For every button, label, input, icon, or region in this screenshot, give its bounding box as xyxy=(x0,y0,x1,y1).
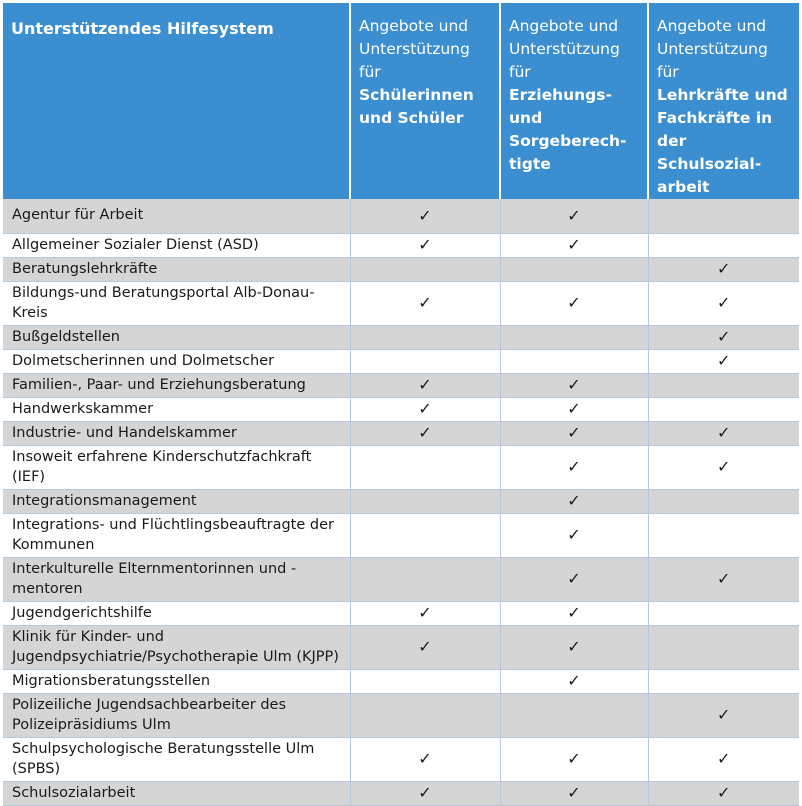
table-row xyxy=(3,781,799,805)
teachers-check-icon xyxy=(648,625,799,669)
support-service-name: Bildungs-und Beratungsportal Alb-Donau-Kreis xyxy=(3,281,350,325)
students-check-icon: ✓ xyxy=(350,601,500,625)
students-check-icon xyxy=(350,325,500,349)
header-target: Lehrkräfte und Fachkräfte in der Schulsozial-arbeit xyxy=(657,86,788,196)
teachers-check-icon: ✓ xyxy=(648,737,799,781)
parents-check-icon: ✓ xyxy=(500,199,648,233)
teachers-check-icon xyxy=(648,397,799,421)
header-target: Erziehungs- und Sorgeberech-tigte xyxy=(509,86,627,173)
support-service-name: Agentur für Arbeit xyxy=(3,199,350,233)
support-system-table xyxy=(3,3,799,806)
header-lead: Angebote und Unterstützung für xyxy=(657,17,768,81)
support-service-name: Interkulturelle Elternmentorinnen und -mentoren xyxy=(3,557,350,601)
parents-check-icon: ✓ xyxy=(500,737,648,781)
parents-check-icon: ✓ xyxy=(500,233,648,257)
students-check-icon xyxy=(350,693,500,737)
support-service-name: Beratungslehrkräfte xyxy=(3,257,350,281)
students-check-icon: ✓ xyxy=(350,625,500,669)
support-service-name: Insoweit erfahrene Kinderschutzfachkraft (IEF) xyxy=(3,445,350,489)
parents-check-icon: ✓ xyxy=(500,601,648,625)
students-check-icon: ✓ xyxy=(350,281,500,325)
header-parents xyxy=(500,3,648,199)
parents-check-icon: ✓ xyxy=(500,557,648,601)
parents-check-icon: ✓ xyxy=(500,489,648,513)
students-check-icon: ✓ xyxy=(350,781,500,805)
table-row xyxy=(3,445,799,489)
table-body xyxy=(3,199,799,805)
support-service-name: Migrationsberatungsstellen xyxy=(3,669,350,693)
table-row xyxy=(3,233,799,257)
parents-check-icon xyxy=(500,693,648,737)
header-teachers xyxy=(648,3,799,199)
support-service-name: Klinik für Kinder- und Jugendpsychiatrie/Psychotherapie Ulm (KJPP) xyxy=(3,625,350,669)
table-row xyxy=(3,421,799,445)
table-row xyxy=(3,601,799,625)
parents-check-icon: ✓ xyxy=(500,781,648,805)
teachers-check-icon xyxy=(648,199,799,233)
table-header xyxy=(3,3,799,199)
table-row xyxy=(3,349,799,373)
teachers-check-icon: ✓ xyxy=(648,349,799,373)
students-check-icon xyxy=(350,557,500,601)
teachers-check-icon xyxy=(648,669,799,693)
table-row xyxy=(3,199,799,233)
table-row xyxy=(3,489,799,513)
table-row xyxy=(3,557,799,601)
table-row xyxy=(3,669,799,693)
support-service-name: Polizeiliche Jugendsachbearbeiter des Polizeipräsidiums Ulm xyxy=(3,693,350,737)
students-check-icon: ✓ xyxy=(350,373,500,397)
header-support-system xyxy=(3,3,350,199)
parents-check-icon: ✓ xyxy=(500,625,648,669)
parents-check-icon: ✓ xyxy=(500,445,648,489)
support-service-name: Jugendgerichtshilfe xyxy=(3,601,350,625)
students-check-icon xyxy=(350,489,500,513)
support-service-name: Schulsozialarbeit xyxy=(3,781,350,805)
teachers-check-icon: ✓ xyxy=(648,557,799,601)
students-check-icon xyxy=(350,513,500,557)
support-service-name: Schulpsychologische Beratungsstelle Ulm (SPBS) xyxy=(3,737,350,781)
teachers-check-icon: ✓ xyxy=(648,281,799,325)
parents-check-icon xyxy=(500,257,648,281)
parents-check-icon xyxy=(500,325,648,349)
parents-check-icon: ✓ xyxy=(500,421,648,445)
students-check-icon: ✓ xyxy=(350,737,500,781)
support-service-name: Industrie- und Handelskammer xyxy=(3,421,350,445)
parents-check-icon: ✓ xyxy=(500,397,648,421)
support-service-name: Bußgeldstellen xyxy=(3,325,350,349)
teachers-check-icon: ✓ xyxy=(648,325,799,349)
parents-check-icon: ✓ xyxy=(500,281,648,325)
support-service-name: Familien-, Paar- und Erziehungsberatung xyxy=(3,373,350,397)
students-check-icon xyxy=(350,257,500,281)
students-check-icon xyxy=(350,669,500,693)
parents-check-icon: ✓ xyxy=(500,513,648,557)
teachers-check-icon xyxy=(648,601,799,625)
students-check-icon: ✓ xyxy=(350,421,500,445)
support-service-name: Allgemeiner Sozialer Dienst (ASD) xyxy=(3,233,350,257)
support-service-name: Dolmetscherinnen und Dolmetscher xyxy=(3,349,350,373)
table-row xyxy=(3,693,799,737)
teachers-check-icon xyxy=(648,489,799,513)
support-service-name: Integrations- und Flüchtlingsbeauftragte der Kommunen xyxy=(3,513,350,557)
teachers-check-icon: ✓ xyxy=(648,421,799,445)
teachers-check-icon xyxy=(648,233,799,257)
teachers-check-icon xyxy=(648,513,799,557)
support-service-name: Handwerkskammer xyxy=(3,397,350,421)
table-row xyxy=(3,737,799,781)
students-check-icon: ✓ xyxy=(350,397,500,421)
parents-check-icon xyxy=(500,349,648,373)
support-service-name: Integrationsmanagement xyxy=(3,489,350,513)
students-check-icon: ✓ xyxy=(350,199,500,233)
table-row xyxy=(3,325,799,349)
teachers-check-icon: ✓ xyxy=(648,693,799,737)
table-row xyxy=(3,625,799,669)
parents-check-icon: ✓ xyxy=(500,373,648,397)
teachers-check-icon: ✓ xyxy=(648,257,799,281)
students-check-icon: ✓ xyxy=(350,233,500,257)
header-students xyxy=(350,3,500,199)
table-row xyxy=(3,281,799,325)
header-title: Unterstützendes Hilfesystem xyxy=(11,19,274,38)
students-check-icon xyxy=(350,445,500,489)
table-row xyxy=(3,397,799,421)
teachers-check-icon: ✓ xyxy=(648,781,799,805)
table-row xyxy=(3,373,799,397)
table-row xyxy=(3,257,799,281)
header-lead: Angebote und Unterstützung für xyxy=(509,17,620,81)
table-row xyxy=(3,513,799,557)
teachers-check-icon xyxy=(648,373,799,397)
parents-check-icon: ✓ xyxy=(500,669,648,693)
students-check-icon xyxy=(350,349,500,373)
teachers-check-icon: ✓ xyxy=(648,445,799,489)
header-lead: Angebote und Unterstützung für xyxy=(359,17,470,81)
header-target: Schülerinnen und Schüler xyxy=(359,86,474,127)
